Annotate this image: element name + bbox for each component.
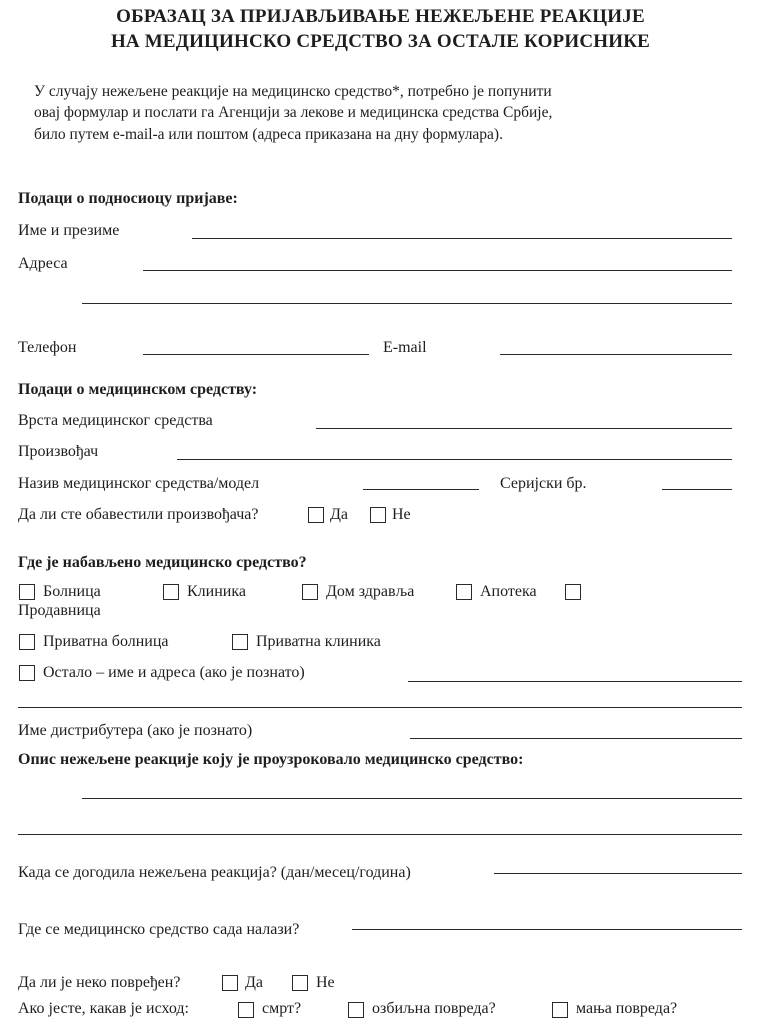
injured-yes-checkbox[interactable] — [222, 975, 238, 991]
private-hospital-label: Приватна болница — [43, 633, 169, 650]
serial-number-label: Серијски бр. — [500, 475, 587, 492]
address-label: Адреса — [18, 255, 68, 272]
clinic-label: Клиника — [187, 583, 246, 600]
intro-line-2: овај формулар и послати га Агенцији за лекове и медицинска средства Србије, — [34, 104, 553, 121]
private-hospital-checkbox[interactable] — [19, 634, 35, 650]
hospital-label: Болница — [43, 583, 101, 600]
injured-no-label: Не — [316, 974, 335, 991]
store-checkbox[interactable] — [565, 584, 581, 600]
notified-no-label: Не — [392, 506, 411, 523]
intro-line-3: било путем e-mail-а или поштом (адреса приказана на дну формулара). — [34, 126, 503, 143]
store-label: Продавница — [18, 602, 101, 619]
form-title-line-1: ОБРАЗАЦ ЗА ПРИЈАВЉИВАЊЕ НЕЖЕЉЕНЕ РЕАКЦИЈЕ — [116, 6, 645, 27]
reaction-date-label: Када се догодила нежељена реакција? (дан/месец/година) — [18, 864, 411, 881]
minor-injury-label: мања повреда? — [576, 1000, 678, 1017]
email-label: E-mail — [383, 339, 427, 356]
name-label: Име и презиме — [18, 222, 120, 239]
device-model-label: Назив медицинског средства/модел — [18, 475, 260, 492]
address-field-line-2[interactable] — [82, 303, 732, 304]
other-source-field-line-2[interactable] — [18, 707, 742, 708]
minor-injury-checkbox[interactable] — [552, 1002, 568, 1018]
reaction-description-field[interactable] — [82, 798, 742, 799]
other-source-field[interactable] — [408, 681, 742, 682]
device-location-field[interactable] — [352, 929, 742, 930]
death-label: смрт? — [262, 1000, 302, 1017]
injured-yes-label: Да — [245, 974, 264, 991]
reaction-section-header: Опис нежељене реакције коју је проузроковало медицинско средство: — [18, 751, 524, 768]
device-type-label: Врста медицинског средства — [18, 412, 213, 429]
notified-manufacturer-question: Да ли сте обавестили произвођача? — [18, 506, 259, 523]
pharmacy-label: Апотека — [480, 583, 537, 600]
device-type-field[interactable] — [316, 428, 732, 429]
notified-yes-label: Да — [330, 506, 349, 523]
distributor-field[interactable] — [410, 738, 742, 739]
email-field[interactable] — [500, 354, 732, 355]
health-center-label: Дом здравља — [326, 583, 415, 600]
private-clinic-label: Приватна клиника — [256, 633, 381, 650]
phone-label: Телефон — [18, 339, 77, 356]
manufacturer-field[interactable] — [177, 459, 732, 460]
serial-number-field[interactable] — [662, 489, 732, 490]
reaction-description-field-line-2[interactable] — [18, 834, 742, 835]
pharmacy-checkbox[interactable] — [456, 584, 472, 600]
death-checkbox[interactable] — [238, 1002, 254, 1018]
source-section-header: Где је набављено медицинско средство? — [18, 554, 307, 571]
reaction-date-field[interactable] — [494, 873, 742, 874]
device-model-field[interactable] — [363, 489, 479, 490]
distributor-label: Име дистрибутера (ако је познато) — [18, 722, 253, 739]
intro-line-1: У случају нежељене реакције на медицинско средство*, потребно је попунити — [34, 83, 552, 100]
phone-field[interactable] — [143, 354, 369, 355]
clinic-checkbox[interactable] — [163, 584, 179, 600]
outcome-question: Ако јесте, какав је исход: — [18, 1000, 189, 1017]
other-source-label: Остало – име и адреса (ако је познато) — [43, 664, 305, 681]
manufacturer-label: Произвођач — [18, 443, 99, 460]
hospital-checkbox[interactable] — [19, 584, 35, 600]
notified-no-checkbox[interactable] — [370, 507, 386, 523]
health-center-checkbox[interactable] — [302, 584, 318, 600]
private-clinic-checkbox[interactable] — [232, 634, 248, 650]
name-field[interactable] — [192, 238, 732, 239]
form-title-line-2: НА МЕДИЦИНСКО СРЕДСТВО ЗА ОСТАЛЕ КОРИСНИКЕ — [110, 31, 651, 52]
address-field[interactable] — [143, 270, 732, 271]
device-location-label: Где се медицинско средство сада налази? — [18, 921, 300, 938]
notified-yes-checkbox[interactable] — [308, 507, 324, 523]
reporter-section-header: Подаци о подносиоцу пријаве: — [18, 190, 238, 207]
serious-injury-checkbox[interactable] — [348, 1002, 364, 1018]
injured-question: Да ли је неко повређен? — [18, 974, 181, 991]
serious-injury-label: озбиљна повреда? — [372, 1000, 496, 1017]
injured-no-checkbox[interactable] — [292, 975, 308, 991]
device-section-header: Подаци о медицинском средству: — [18, 381, 258, 398]
other-source-checkbox[interactable] — [19, 665, 35, 681]
